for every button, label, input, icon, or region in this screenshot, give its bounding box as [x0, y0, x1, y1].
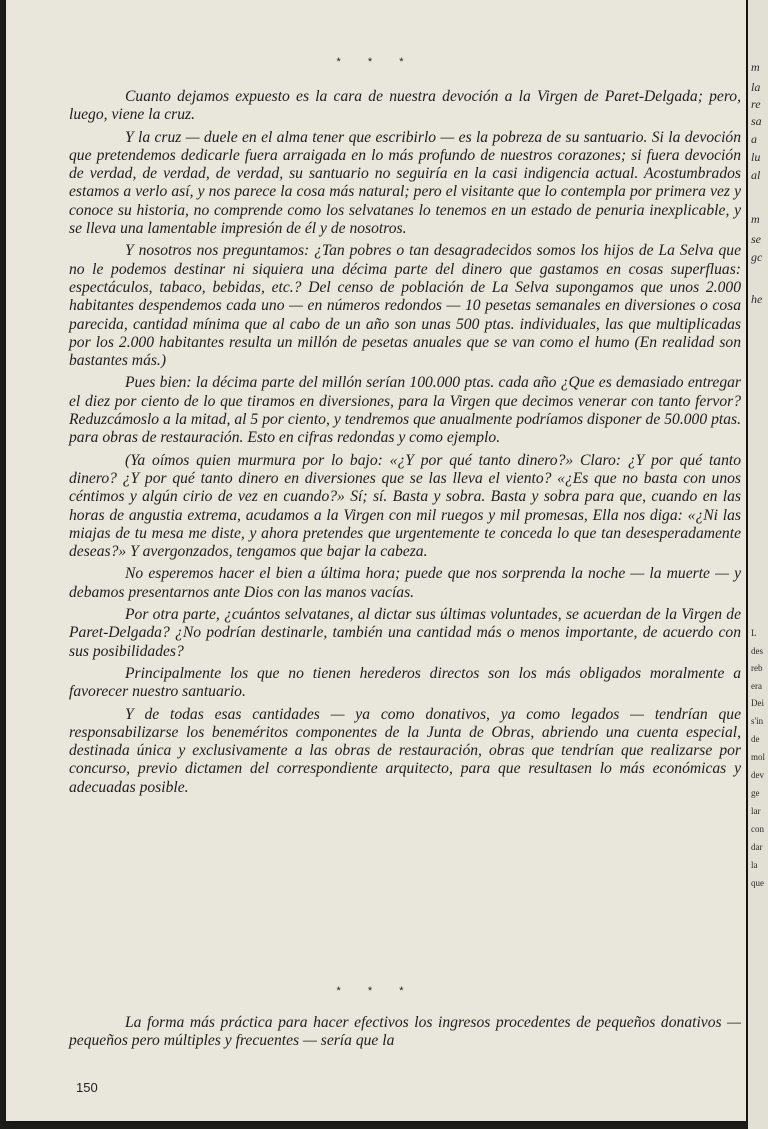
paragraph: Pues bien: la décima parte del millón serían 100.000 ptas. cada año ¿Que es demasiado entregar el diez por ciento de lo que tiramos en diversiones, para la Virgen que decimos venerar con tanto fervor? Reduzcámoslo a la mitad, al 5 por ciento, y tendremos que anualmente podríamos disponer de 50.000 ptas. para obras de restauración. Esto en cifras redondas y como ejemplo. — [69, 374, 741, 447]
section-separator-bottom: * * * — [336, 985, 416, 997]
adjacent-fragment: con — [751, 824, 764, 834]
paragraph: Principalmente los que no tienen herederos directos son los más obligados moralmente a favorecer nuestro santuario. — [69, 664, 741, 701]
adjacent-fragment: a — [751, 132, 757, 146]
adjacent-fragment: sa — [751, 114, 762, 128]
page-number: 150 — [76, 1080, 98, 1095]
adjacent-fragment: gc — [751, 250, 763, 264]
adjacent-fragment: al — [751, 168, 761, 182]
adjacent-fragment: Dei — [751, 698, 764, 708]
paragraph: No esperemos hacer el bien a última hora; puede que nos sorprenda la noche — la muerte — y debamos presentarnos ante Dios con las manos vacías. — [69, 565, 741, 601]
adjacent-fragment: m — [751, 212, 760, 226]
adjacent-fragment: m — [751, 60, 760, 74]
adjacent-fragment: que — [751, 878, 764, 888]
adjacent-fragment: des — [751, 646, 763, 656]
closing-text — [69, 1014, 741, 1051]
adjacent-fragment: mol — [751, 752, 766, 762]
body-text — [69, 88, 741, 801]
book-page — [6, 0, 746, 1121]
paragraph: La forma más práctica para hacer efectivos los ingresos procedentes de pequeños donativos — pequeños pero múltiples y frecuentes — sería que la — [69, 1014, 741, 1050]
section-separator-top: * * * — [336, 56, 416, 68]
adjacent-fragment: reb — [751, 663, 763, 673]
adjacent-fragment: se — [751, 232, 761, 246]
paragraph: Y la cruz — duele en el alma tener que escribirlo — es la pobreza de su santuario. Si la devoción que pretendemos dedicarle fuera arraigada en lo más profundo de nuestros corazones; si fuera devoción de verdad, de verdad, de verdad, su santuario no seguiría en la casi indigencia actual. Acostumbrados estamos a verlo así, y nos parece la cosa más natural; pero el visitante que lo contempla por primera vez y conoce su historia, no comprende como los selvatanes lo tenemos en un estado de penuria inexplicable, y se lleva una lamentable impresión de él y de nosotros. — [69, 128, 741, 238]
adjacent-page-edge — [748, 0, 768, 1129]
paragraph: (Ya oímos quien murmura por lo bajo: «¿Y por qué tanto dinero?» Claro: ¿Y por qué tanto dinero? ¿Y por qué tanto dinero en diversiones que se las lleva el viento? «¿Es que no basta con unos céntimos y algún cirio de vez en cuando?» Sí; sí. Basta y sobra. Basta y sobra para que, cuando en las horas de angustia extrema, acudamos a la Virgen con mil ruegos y mil promesas, Ella nos diga: «¿Ni las miajas de tu mesa me diste, y ahora pretendes que urgentemente te conceda lo que tan desesperadamente deseas?» Y avergonzados, tengamos que bajar la cabeza. — [69, 451, 741, 561]
paragraph: Por otra parte, ¿cuántos selvatanes, al dictar sus últimas voluntades, se acuerdan de la Virgen de Paret-Delgada? ¿No podrían destinarle, también una cantidad más o menos importante, de acuerdo con sus posibilidades? — [69, 606, 741, 660]
adjacent-fragment: dev — [751, 770, 764, 780]
adjacent-fragment: lar — [751, 806, 761, 816]
adjacent-fragment: dar — [751, 842, 763, 852]
adjacent-fragment: re — [751, 97, 761, 111]
adjacent-fragment: era — [751, 681, 762, 691]
paragraph: Cuanto dejamos expuesto es la cara de nuestra devoción a la Virgen de Paret-Delgada; pero, luego, viene la cruz. — [69, 88, 741, 124]
adjacent-fragment: s'in — [751, 716, 764, 726]
adjacent-fragment: ge — [751, 788, 760, 798]
adjacent-fragment: L — [751, 628, 757, 638]
adjacent-fragment: la — [751, 860, 758, 870]
paragraph: Y de todas esas cantidades — ya como donativos, ya como legados — tendrían que responsabilizarse los beneméritos componentes de la Junta de Obras, abriendo una cuenta especial, destinada única y exclusivamente a las obras de restauración, obras que tendrían que realizarse por concurso, previo dictamen del correspondiente arquitecto, para que resultasen lo más económicas y adecuadas posible. — [69, 705, 741, 796]
adjacent-fragment: de — [751, 734, 760, 744]
adjacent-fragment: he — [751, 292, 763, 306]
adjacent-fragment: la — [751, 80, 761, 94]
paragraph: Y nosotros nos preguntamos: ¿Tan pobres o tan desagradecidos somos los hijos de La Selva que no le podemos destinar ni siquiera una décima parte del dinero que gastamos en cosas superfluas: espectáculos, tabaco, bebidas, etc.? Del censo de población de La Selva supongamos que unos 2.000 habitantes despendemos cada uno — en números redondos — 10 pesetas semanales en diversiones o cosa parecida, cantidad mínima que al cabo de un año son unas 500 ptas. individuales, las que multiplicadas por los 2.000 habitantes resulta un millón de pesetas anuales que se van como el humo (En realidad son bastantes más.) — [69, 242, 741, 370]
adjacent-fragment: lu — [751, 150, 761, 164]
